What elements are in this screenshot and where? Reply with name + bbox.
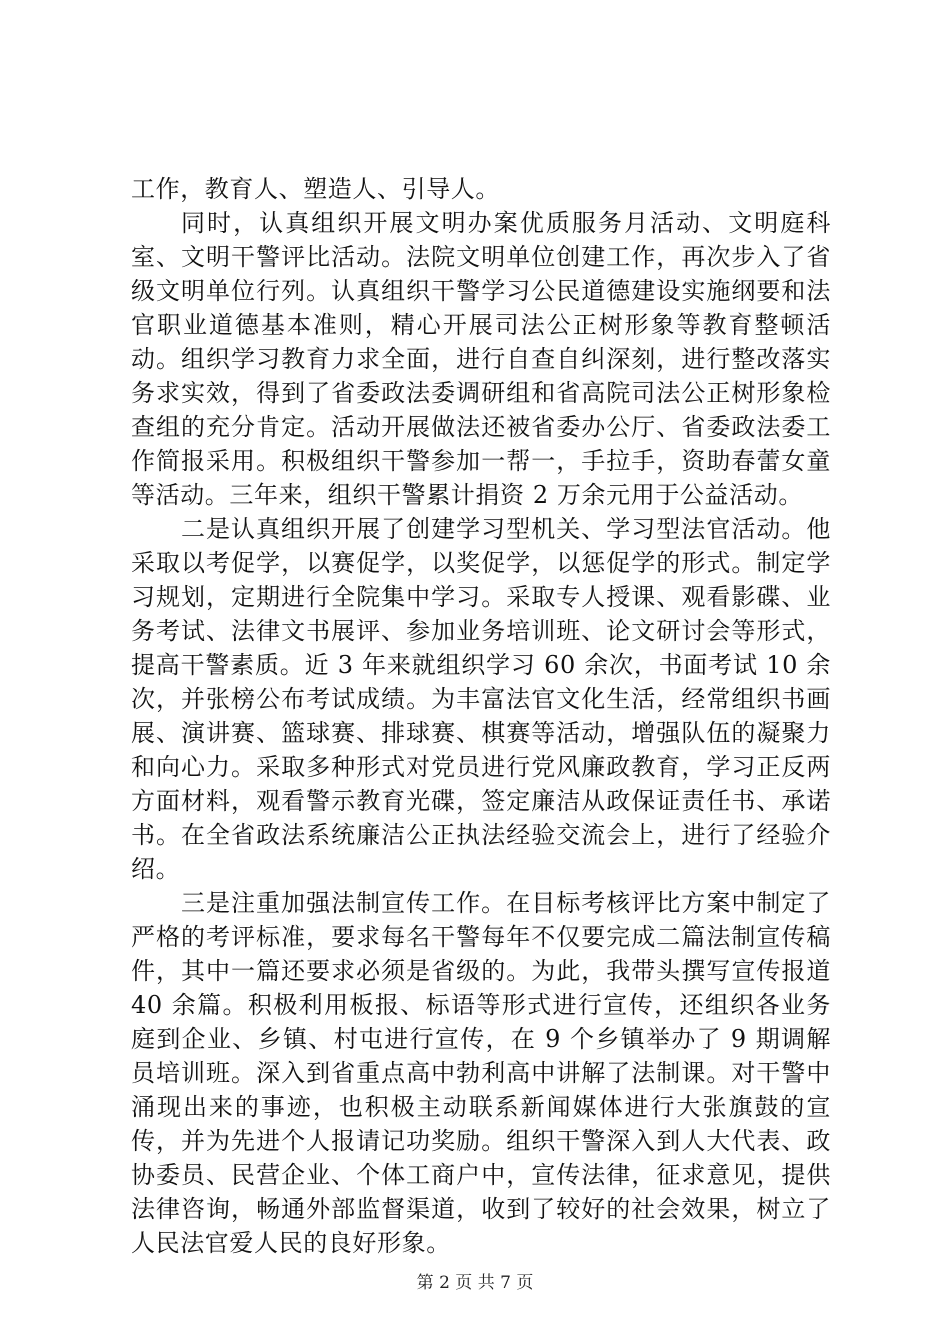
document-body (131, 172, 831, 1260)
paragraph-continuation: 工作，教育人、塑造人、引导人。 (131, 175, 500, 203)
paragraph-civilization-activities: 同时，认真组织开展文明办案优质服务月活动、文明庭科室、文明干警评比活动。法院文明单位创建工作，再次步入了省级文明单位行列。认真组织干警学习公民道德建设实施纲要和法官职业道德基本准则，精心开展司法公正树形象等教育整顿活动。组织学习教育力求全面，进行自查自纠深刻，进行整改落实务求实效，得到了省委政法委调研组和省高院司法公正树形象检查组的充分肯定。活动开展做法还被省委办公厅、省委政法委工作简报采用。积极组织干警参加一帮一，手拉手，资助春蕾女童等活动。三年来，组织干警累计捐资 2 万余元用于公益活动。 (131, 209, 831, 509)
page-footer: 第 2 页 共 7 页 (416, 1273, 534, 1293)
paragraph-legal-publicity: 三是注重加强法制宣传工作。在目标考核评比方案中制定了严格的考评标准，要求每名干警每年不仅要完成二篇法制宣传稿件，其中一篇还要求必须是省级的。为此，我带头撰写宣传报道 40 余篇。积极利用板报、标语等形式进行宣传，还组织各业务庭到企业、乡镇、村屯进行宣传，在 9 个乡镇举办了 9 期调解员培训班。深入到省重点高中勃利高中讲解了法制课。对干警中涌现出来的事迹，也积极主动联系新闻媒体进行大张旗鼓的宣传，并为先进个人报请记功奖励。组织干警深入到人大代表、政协委员、民营企业、个体工商户中，宣传法律，征求意见，提供法律咨询，畅通外部监督渠道，收到了较好的社会效果，树立了人民法官爱人民的良好形象。 (131, 889, 831, 1257)
paragraph-learning-organization: 二是认真组织开展了创建学习型机关、学习型法官活动。他采取以考促学，以赛促学，以奖促学，以惩促学的形式。制定学习规划，定期进行全院集中学习。采取专人授课、观看影碟、业务考试、法律文书展评、参加业务培训班、论文研讨会等形式，提高干警素质。近 3 年来就组织学习 60 余次，书面考试 10 余次，并张榜公布考试成绩。为丰富法官文化生活，经常组织书画展、演讲赛、篮球赛、排球赛、棋赛等活动，增强队伍的凝聚力和向心力。采取多种形式对党员进行党风廉政教育，学习正反两方面材料，观看警示教育光碟，签定廉洁从政保证责任书、承诺书。在全省政法系统廉洁公正执法经验交流会上，进行了经验介绍。 (131, 515, 831, 883)
